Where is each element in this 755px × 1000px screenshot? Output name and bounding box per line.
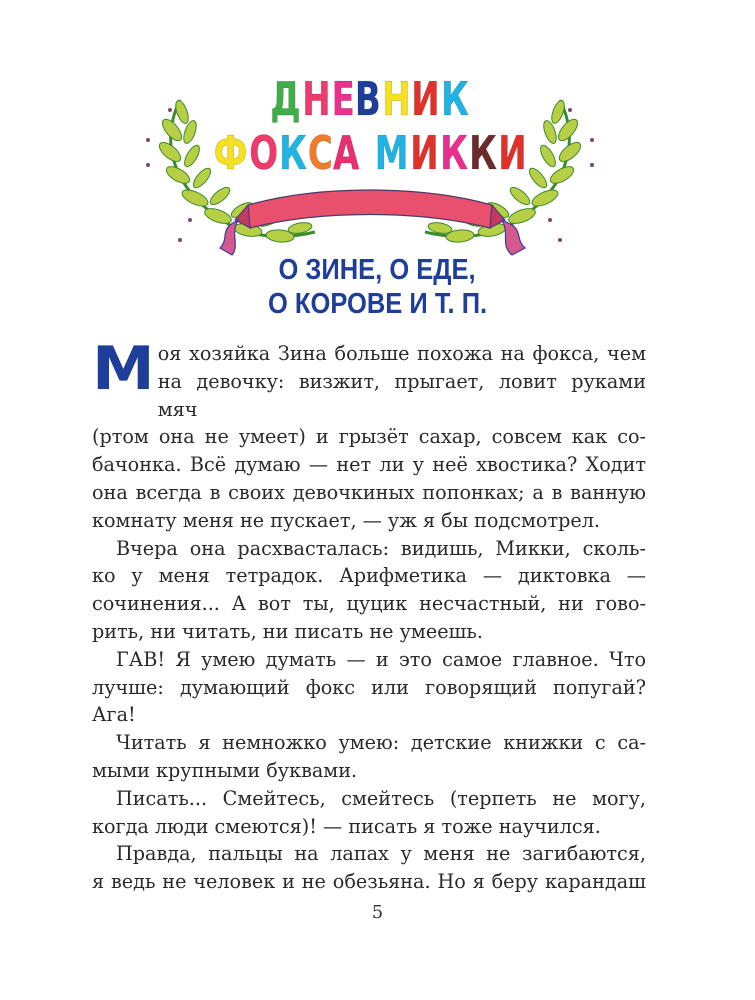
page-number: 5 [371,902,384,923]
text-line: Читать я немножко умею: детские книжки с са- [116,731,646,755]
text-line: лучше: думающий фокс или говорящий попугай? [92,675,646,699]
paragraph [92,785,646,841]
title-letter: К [441,72,470,126]
title-letter: И [411,72,441,126]
text-line: Ага! [92,703,136,727]
title-line-1 [140,74,600,124]
text-line: я ведь не человек и не обезьяна. Но я беру карандаш [92,870,646,894]
subtitle-text: О КОРОВЕ И Т. П. [267,288,488,320]
title-letter: И [410,126,440,180]
title-letter: А [333,126,361,180]
title-letter: Н [381,72,412,126]
text-line: сочинения... А вот ты, цуцик несчастный, ни гово- [92,592,646,616]
title-letter: Д [270,72,302,126]
title-line-2 [140,128,600,178]
paragraph [92,840,646,896]
text-line: на девочку: визжит, прыгает, ловит руками мяч [157,369,646,421]
chapter-subtitle-line-1 [0,253,755,287]
paragraph [92,535,646,646]
paragraph [92,334,646,535]
title-letter: К [279,126,308,180]
title-letter: Н [302,72,332,126]
text-line: мыми крупными буквами. [92,758,358,782]
text-line: комнату меня не пускает, — уж я бы подсмотрел. [92,508,601,532]
title-letter: К [468,126,498,180]
text-line: (ртом она не умеет) и грызёт сахар, совсем как со- [92,425,646,449]
text-line: когда люди смеются)! — писать я тоже научился. [92,814,601,838]
ribbon-banner-icon [220,190,525,255]
title-letter: К [440,126,469,180]
paragraph [92,646,646,729]
title-letter: О [248,126,279,180]
text-line: оя хозяйка Зина больше похожа на фокса, чем [157,342,646,365]
text-line: ГАВ! Я умею думать — и это самое главное. Что [116,647,646,671]
title-letter: М [374,126,410,180]
text-line: Правда, пальцы на лапах у меня не загибаются, [116,842,646,866]
drop-cap: М [92,334,155,404]
text-line: Вчера она расхвасталась: видишь, Микки, сколь- [116,536,646,560]
body-text [92,334,646,896]
text-line: ко у меня тетрадок. Арифметика — диктовка — [92,564,646,588]
chapter-title-block [140,60,600,260]
title-letter: Е [331,72,356,126]
subtitle-text: О ЗИНЕ, О ЕДЕ, [278,254,477,286]
paragraph [92,729,646,785]
title-letter [359,128,375,178]
text-line: рить, ни читать, ни писать не умеешь. [92,619,483,643]
text-line: Писать... Смейтесь, смейтесь (терпеть не могу, [116,786,646,810]
title-letter: Ф [213,126,248,180]
text-line: она всегда в своих девочкиных попонках; а в ванную [92,480,646,504]
title-letter: С [307,126,334,180]
text-line: бачонка. Всё думаю — нет ли у неё хвостика? Ходит [92,453,646,477]
chapter-subtitle-line-2 [0,287,755,321]
title-letter: В [354,72,382,126]
title-letter: И [497,126,528,180]
